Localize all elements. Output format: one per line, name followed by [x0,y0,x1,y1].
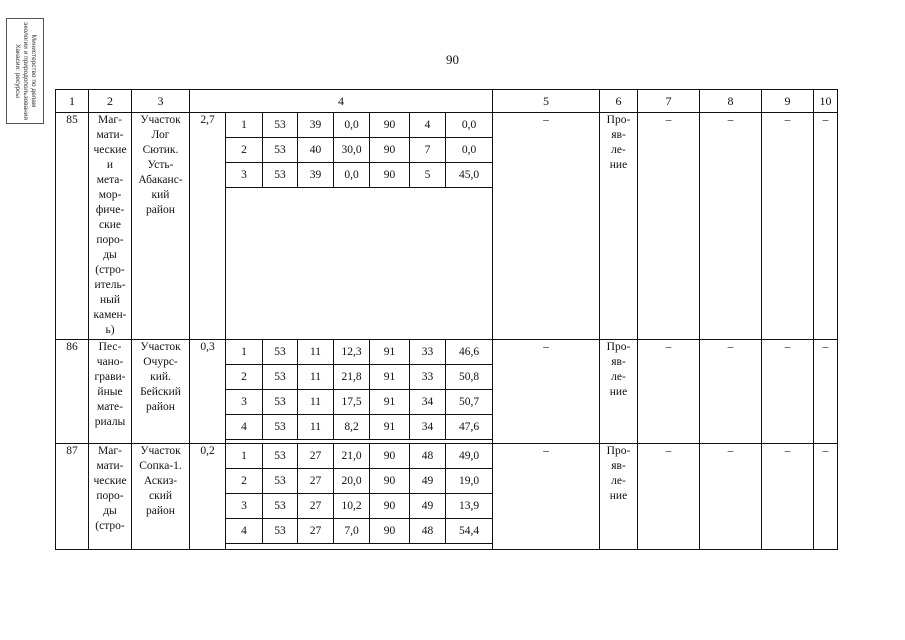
point-value-cell: 90 [370,138,410,163]
point-value-cell: 21,8 [334,365,370,390]
header-cell: 3 [132,90,190,113]
point-filler-cell [226,188,493,340]
location-cell [132,444,190,550]
location-line: кий [151,189,170,201]
stamp-seal [6,18,44,124]
point-value-cell: 17,5 [334,390,370,415]
point-value-cell: 45,0 [446,163,493,188]
mineral-type-line: чано- [96,356,124,368]
mineral-type-line: итель- [94,279,126,291]
manifestation-line: ние [609,159,628,171]
point-value-cell: 53 [263,519,298,544]
point-value-cell: 7 [410,138,446,163]
mineral-type-line: йные [97,386,123,398]
manifestation-line: яв- [611,129,626,141]
point-value-cell: 39 [298,163,334,188]
area-cell: 2,7 [190,113,226,340]
point-value-cell: 90 [370,469,410,494]
column-9-cell: – [762,444,814,550]
point-value-cell: 33 [410,340,446,365]
point-value-cell: 39 [298,113,334,138]
location-line: Участок [140,114,181,126]
location-line: район [146,401,175,413]
column-7-cell: – [638,444,700,550]
mineral-type-line: (стро- [95,520,125,532]
table-row [56,444,838,469]
manifestation-line: ле- [611,371,626,383]
column-10-cell: – [814,113,838,340]
point-filler-cell [226,544,493,550]
point-value-cell: 27 [298,469,334,494]
location-line: Очурс- [143,356,178,368]
mineral-type-line: Маг- [98,445,122,457]
table-body [56,90,838,550]
mineral-type-cell [89,340,132,444]
point-value-cell: 19,0 [446,469,493,494]
deposit-number-cell: 85 [56,113,89,340]
deposit-number-cell: 86 [56,340,89,444]
header-row [56,90,838,113]
point-value-cell: 90 [370,163,410,188]
page-number: 90 [446,52,459,67]
point-value-cell: 91 [370,340,410,365]
point-value-cell: 46,6 [446,340,493,365]
manifestation-cell [600,113,638,340]
point-value-cell: 0,0 [334,163,370,188]
location-line: Аскиз- [143,475,178,487]
manifestation-line: ле- [611,475,626,487]
point-value-cell: 2 [226,365,263,390]
column-10-cell: – [814,340,838,444]
column5-cell: – [493,340,600,444]
manifestation-line: Про- [606,445,631,457]
mineral-type-line: мате- [97,401,123,413]
point-value-cell: 2 [226,138,263,163]
location-line: район [146,505,175,517]
point-value-cell: 33 [410,365,446,390]
column-8-cell: – [700,113,762,340]
mineral-type-line: мати- [96,460,124,472]
column-8-cell: – [700,340,762,444]
point-value-cell: 90 [370,519,410,544]
point-value-cell: 3 [226,390,263,415]
point-value-cell: 90 [370,444,410,469]
point-value-cell: 91 [370,415,410,440]
mineral-type-line: ь) [105,324,115,336]
manifestation-line: ле- [611,144,626,156]
manifestation-cell [600,444,638,550]
point-value-cell: 10,2 [334,494,370,519]
point-value-cell: 53 [263,365,298,390]
point-value-cell: 50,7 [446,390,493,415]
point-value-cell: 5 [410,163,446,188]
stamp-text [13,21,37,121]
mineral-type-line: мати- [96,129,124,141]
point-value-cell: 53 [263,444,298,469]
point-value-cell: 49 [410,469,446,494]
table-row [56,113,838,138]
point-value-cell: 11 [298,415,334,440]
point-value-cell: 0,0 [446,113,493,138]
point-value-cell: 21,0 [334,444,370,469]
point-value-cell: 2 [226,469,263,494]
column-8-cell: – [700,444,762,550]
mineral-type-line: поро- [96,234,124,246]
column-9-cell: – [762,113,814,340]
point-value-cell: 53 [263,469,298,494]
manifestation-line: яв- [611,356,626,368]
mineral-type-line: поро- [96,490,124,502]
mineral-type-line: Маг- [98,114,122,126]
point-value-cell: 53 [263,415,298,440]
point-value-cell: 4 [226,519,263,544]
mineral-type-line: ческие [93,475,127,487]
location-line: Усть- [147,159,174,171]
point-value-cell: 50,8 [446,365,493,390]
mineral-type-line: мета- [96,174,124,186]
header-cell: 6 [600,90,638,113]
point-value-cell: 27 [298,494,334,519]
mineral-type-line: грави- [94,371,126,383]
point-value-cell: 13,9 [446,494,493,519]
area-cell: 0,3 [190,340,226,444]
point-value-cell: 1 [226,113,263,138]
point-value-cell: 12,3 [334,340,370,365]
header-cell: 2 [89,90,132,113]
point-value-cell: 53 [263,138,298,163]
point-value-cell: 53 [263,390,298,415]
table-row [56,340,838,365]
manifestation-line: яв- [611,460,626,472]
stamp-line: экологии и природопользования [22,22,29,120]
location-line: Участок [140,445,181,457]
location-cell [132,113,190,340]
location-line: Абаканс- [138,174,183,186]
header-cell: 7 [638,90,700,113]
location-line: Сопка-1. [139,460,182,472]
mineral-type-line: ды [103,249,117,261]
header-cell: 8 [700,90,762,113]
stamp-line: Министерство по делам [30,34,37,108]
point-value-cell: 54,4 [446,519,493,544]
header-cell: 5 [493,90,600,113]
point-value-cell: 48 [410,444,446,469]
point-value-cell: 0,0 [446,138,493,163]
point-value-cell: 1 [226,444,263,469]
mineral-type-line: риалы [94,416,126,428]
location-line: Бейский [140,386,181,398]
stamp-line: Хакасии: ресурсы [14,44,21,98]
point-value-cell: 91 [370,365,410,390]
point-value-cell: 49 [410,494,446,519]
point-value-cell: 0,0 [334,113,370,138]
header-cell: 10 [814,90,838,113]
mineral-type-line: ный [99,294,121,306]
location-line: Сютик. [142,144,179,156]
point-value-cell: 27 [298,519,334,544]
point-value-cell: 3 [226,163,263,188]
point-value-cell: 53 [263,494,298,519]
point-value-cell: 34 [410,390,446,415]
point-value-cell: 53 [263,113,298,138]
mineral-type-line: ды [103,505,117,517]
mineral-type-line: ческие [93,144,127,156]
manifestation-line: ние [609,386,628,398]
header-cell: 1 [56,90,89,113]
location-cell [132,340,190,444]
manifestation-line: ние [609,490,628,502]
location-line: Участок [140,341,181,353]
deposit-number-cell: 87 [56,444,89,550]
point-value-cell: 11 [298,365,334,390]
point-value-cell: 49,0 [446,444,493,469]
point-value-cell: 11 [298,390,334,415]
point-value-cell: 53 [263,163,298,188]
mineral-type-line: (стро- [95,264,125,276]
location-line: район [146,204,175,216]
point-value-cell: 11 [298,340,334,365]
point-value-cell: 47,6 [446,415,493,440]
mineral-type-line: и [106,159,114,171]
point-value-cell: 7,0 [334,519,370,544]
point-value-cell: 3 [226,494,263,519]
header-cell: 9 [762,90,814,113]
point-value-cell: 4 [410,113,446,138]
point-value-cell: 90 [370,494,410,519]
mineral-type-line: фиче- [95,204,125,216]
column5-cell: – [493,444,600,550]
mineral-type-line: мор- [98,189,122,201]
location-line: кий. [150,371,171,383]
header-cell: 4 [190,90,493,113]
mineral-type-line: ские [99,219,121,231]
mineral-type-line: Пес- [98,341,122,353]
mineral-type-cell [89,113,132,340]
manifestation-line: Про- [606,341,631,353]
point-value-cell: 1 [226,340,263,365]
area-cell: 0,2 [190,444,226,550]
column-10-cell: – [814,444,838,550]
column5-cell: – [493,113,600,340]
point-value-cell: 4 [226,415,263,440]
point-value-cell: 34 [410,415,446,440]
point-value-cell: 27 [298,444,334,469]
point-value-cell: 30,0 [334,138,370,163]
column-7-cell: – [638,113,700,340]
location-line: Лог [151,129,170,141]
column-9-cell: – [762,340,814,444]
point-value-cell: 90 [370,113,410,138]
point-value-cell: 91 [370,390,410,415]
location-line: ский [149,490,172,502]
mineral-type-line: камен- [93,309,127,321]
column-7-cell: – [638,340,700,444]
manifestation-line: Про- [606,114,631,126]
point-value-cell: 8,2 [334,415,370,440]
point-value-cell: 40 [298,138,334,163]
manifestation-cell [600,340,638,444]
deposits-table [55,89,838,550]
point-value-cell: 48 [410,519,446,544]
point-value-cell: 20,0 [334,469,370,494]
point-value-cell: 53 [263,340,298,365]
mineral-type-cell [89,444,132,550]
